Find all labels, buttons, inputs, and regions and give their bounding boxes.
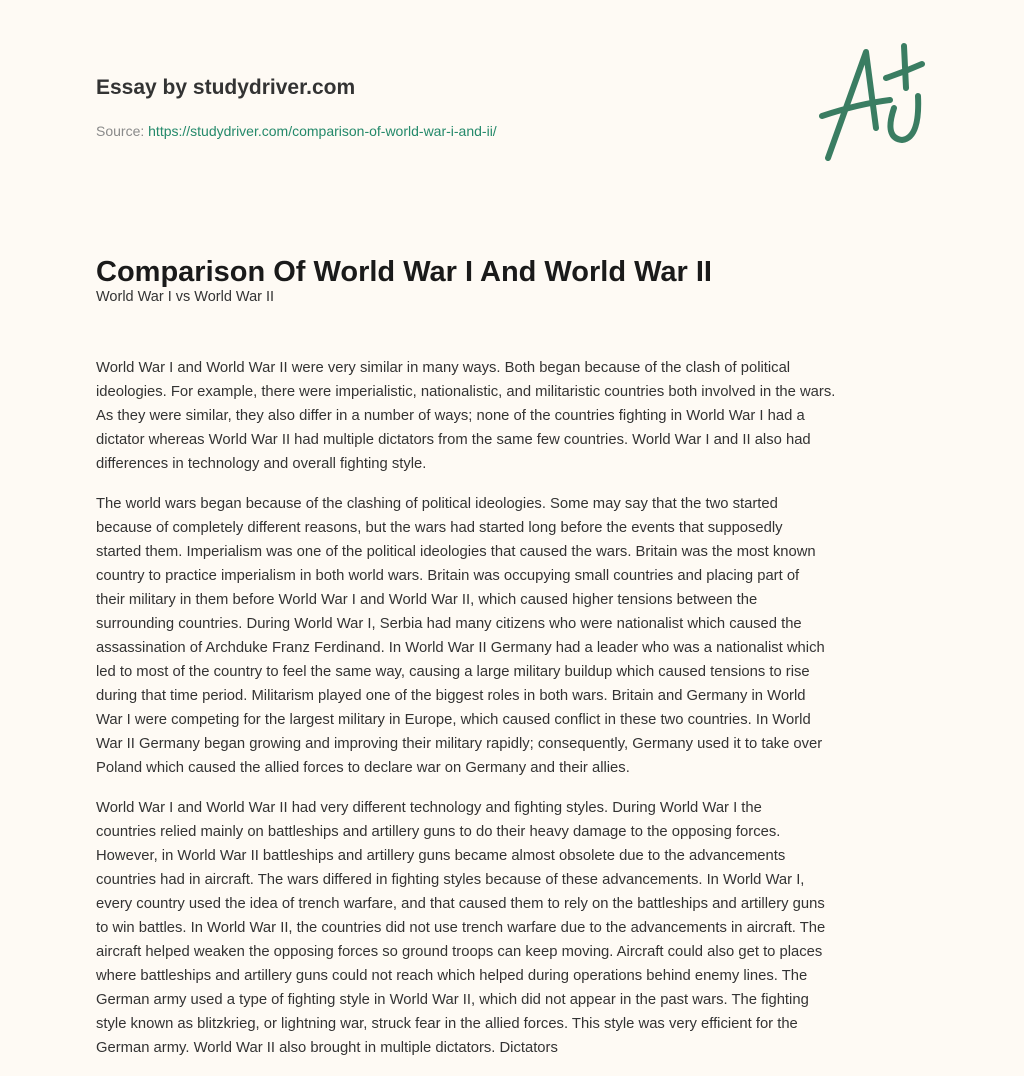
essay-paragraph xyxy=(96,356,936,476)
paragraph-line: World War I and World War II had very different technology and fighting styles. During World War I the xyxy=(96,800,762,816)
paragraph-line: As they were similar, they also differ in a number of ways; none of the countries fighting in World War I had a xyxy=(96,408,805,424)
paragraph-line: German army used a type of fighting style in World War II, which did not appear in the past wars. The fighting xyxy=(96,992,809,1008)
paragraph-line: their military in them before World War I and World War II, which caused higher tensions between the xyxy=(96,592,758,608)
paragraph-line: started them. Imperialism was one of the political ideologies that caused the wars. Britain was the most known xyxy=(96,544,816,560)
paragraph-line: where battleships and artillery guns could not reach which helped during operations behind enemy lines. The xyxy=(96,968,808,984)
paragraph-line: Poland which caused the allied forces to declare war on Germany and their allies. xyxy=(96,760,630,776)
paragraph-line: countries had in aircraft. The wars differed in fighting styles because of these advancements. In World War I, xyxy=(96,872,805,888)
site-header-title: Essay by studydriver.com xyxy=(96,76,356,99)
essay-title: Comparison Of World War I And World War II xyxy=(96,256,712,288)
paragraph-line: surrounding countries. During World War I, Serbia had many citizens who were nationalist which caused the xyxy=(96,616,802,632)
paragraph-line: War I were competing for the largest military in Europe, which caused conflict in these two countries. In World xyxy=(96,712,811,728)
paragraph-line: led to most of the country to feel the same way, causing a large military buildup which caused tensions to rise xyxy=(96,664,810,680)
paragraph-line: style known as blitzkrieg, or lightning war, struck fear in the allied forces. This style was very efficient for the xyxy=(96,1016,798,1032)
paragraph-line: German army. World War II also brought in multiple dictators. Dictators xyxy=(96,1040,558,1056)
paragraph-line: every country used the idea of trench warfare, and that caused them to rely on the battleships and artillery guns xyxy=(96,896,825,912)
essay-paragraph xyxy=(96,796,936,1060)
a-plus-logo-icon xyxy=(818,38,930,166)
essay-subtitle: World War I vs World War II xyxy=(96,289,275,305)
paragraph-line: aircraft helped weaken the opposing forces so ground troops can keep moving. Aircraft could also get to places xyxy=(96,944,823,960)
source-line xyxy=(96,123,497,139)
paragraph-line: countries relied mainly on battleships and artillery guns to do their heavy damage to the opposing forces. xyxy=(96,824,781,840)
essay-paragraph xyxy=(96,492,936,780)
paragraph-line: The world wars began because of the clashing of political ideologies. Some may say that the two started xyxy=(96,496,778,512)
source-label: Source: xyxy=(96,123,149,139)
paragraph-line: War II Germany began growing and improving their military rapidly; consequently, Germany used it to take over xyxy=(96,736,823,752)
paragraph-line: differences in technology and overall fighting style. xyxy=(96,456,427,472)
paragraph-line: dictator whereas World War II had multiple dictators from the same few countries. World War I and II also had xyxy=(96,432,811,448)
paragraph-line: to win battles. In World War II, the countries did not use trench warfare due to the advancements in aircraft. The xyxy=(96,920,826,936)
paragraph-line: country to practice imperialism in both world wars. Britain was occupying small countries and placing part of xyxy=(96,568,800,584)
paragraph-line: World War I and World War II were very similar in many ways. Both began because of the clash of political xyxy=(96,360,791,376)
essay-body xyxy=(96,356,936,1076)
paragraph-line: However, in World War II battleships and artillery guns became almost obsolete due to the advancements xyxy=(96,848,786,864)
paragraph-line: ideologies. For example, there were imperialistic, nationalistic, and militaristic countries both involved in the wars. xyxy=(96,384,836,400)
paragraph-line: during that time period. Militarism played one of the biggest roles in both wars. Britain and Germany in World xyxy=(96,688,806,704)
paragraph-line: assassination of Archduke Franz Ferdinand. In World War II Germany had a leader who was a nationalist which xyxy=(96,640,825,656)
paragraph-line: because of completely different reasons, but the wars had started long before the events that supposedly xyxy=(96,520,783,536)
source-link[interactable]: https://studydriver.com/comparison-of-world-war-i-and-ii/ xyxy=(148,123,497,139)
